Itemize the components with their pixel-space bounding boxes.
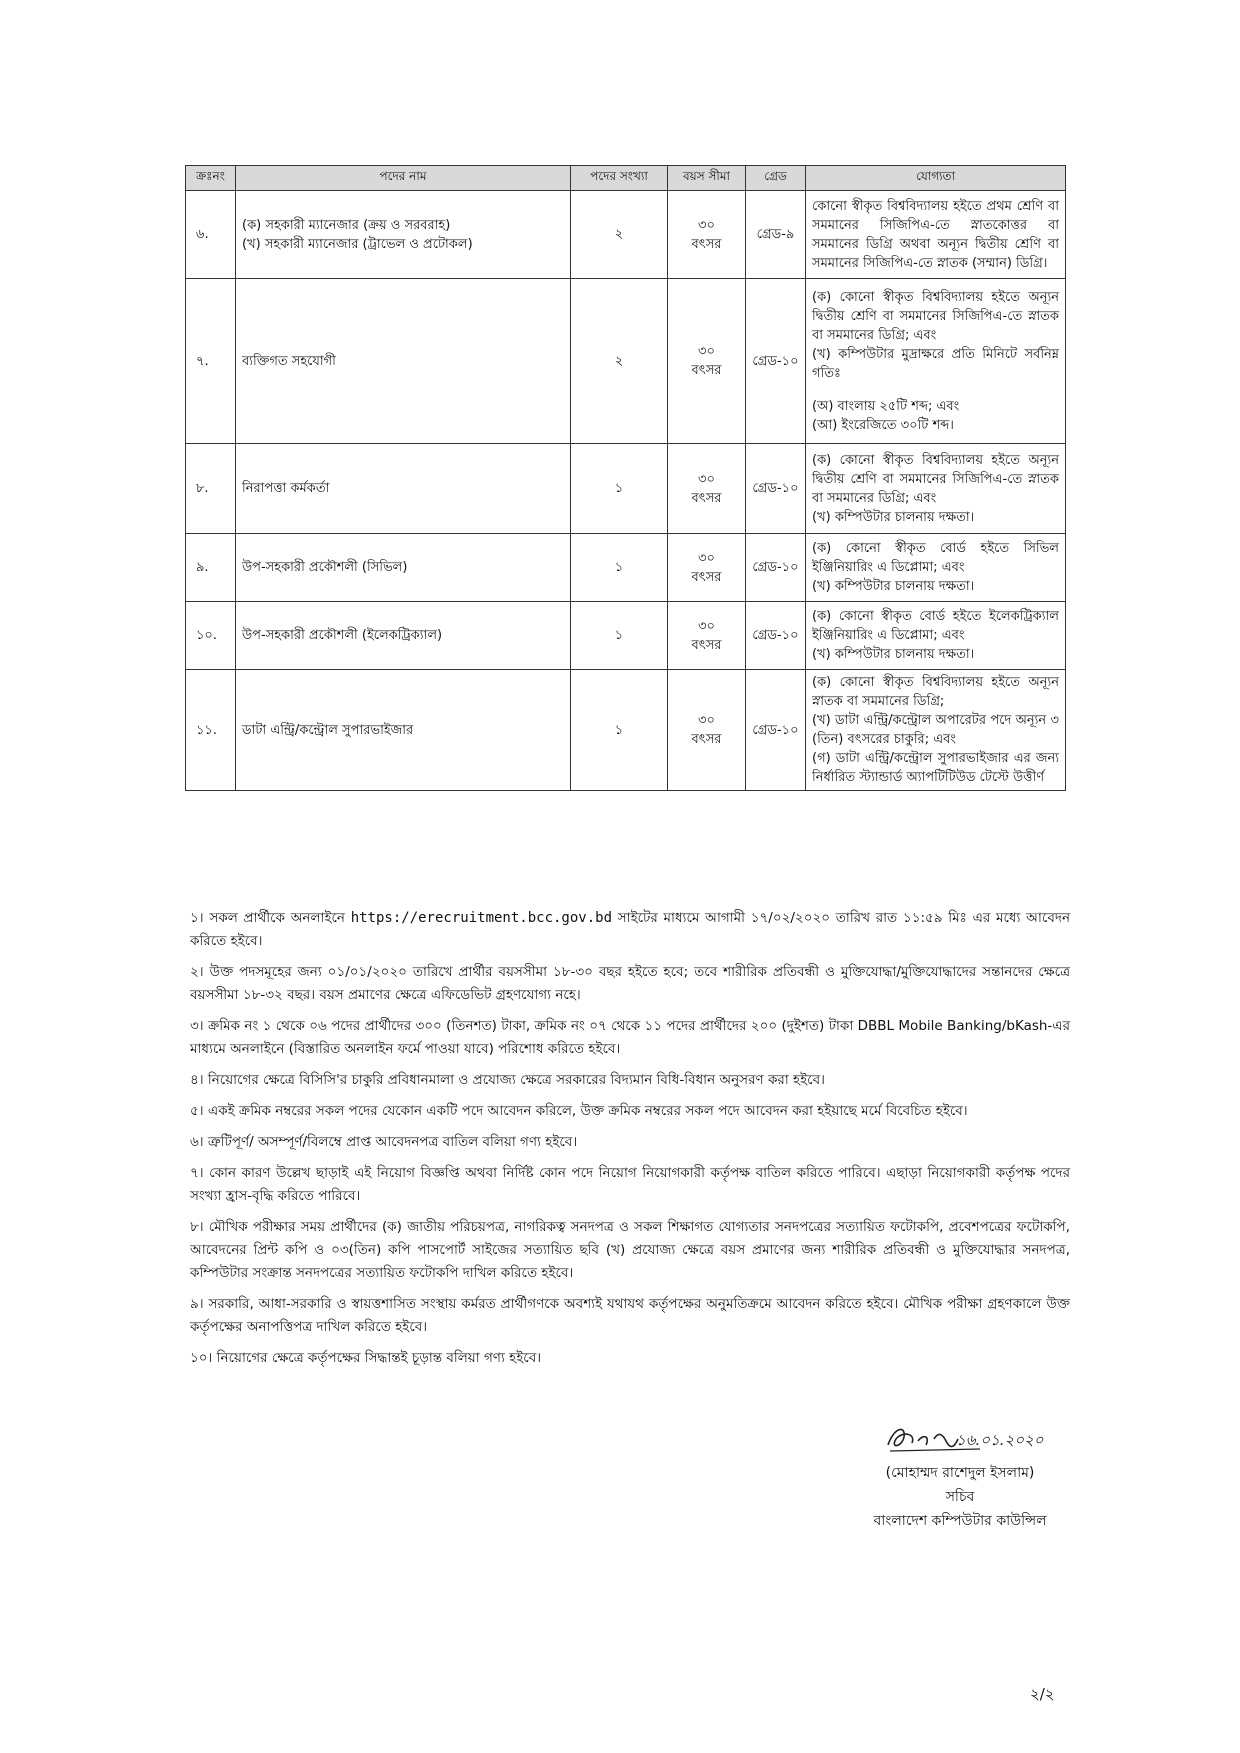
- row-post-name: [236, 191, 571, 279]
- age-unit: বৎসর: [691, 490, 722, 506]
- note-3: ৩। ক্রমিক নং ১ থেকে ০৬ পদের প্রার্থীদের ৩০০ (তিনশত) টাকা, ক্রমিক নং ০৭ থেকে ১১ পদের প্রার্থীদের ২০০ (দুইশত) টাকা DBBL Mobile Banking/bKash-এর মাধ্যমে অনলাইনে (বিস্তারিত অনলাইন ফর্মে পাওয়া যাবে) পরিশোধ করিতে হইবে।: [190, 1018, 1070, 1057]
- age-value: ৩০: [698, 713, 715, 728]
- svg-text:১৬.০১.২০২০: ১৬.০১.২০২০: [956, 1431, 1044, 1449]
- row-serial: ৯.: [186, 534, 236, 602]
- row-qualification: [806, 670, 1066, 791]
- row-qualification: [806, 602, 1066, 670]
- qualification-line: (খ) ডাটা এন্ট্রি/কন্ট্রোল অপারেটর পদে অন্যূন ৩ (তিন) বৎসরের চাকুরি; এবং: [812, 713, 1059, 747]
- note-10: ১০। নিয়োগের ক্ষেত্রে কর্তৃপক্ষের সিদ্ধান্তই চূড়ান্ত বলিয়া গণ্য হইবে।: [190, 1350, 542, 1366]
- signatory-title: সচিব: [945, 1489, 975, 1505]
- row-post-count: ২: [571, 191, 668, 279]
- age-value: ৩০: [698, 217, 715, 233]
- row-age-limit: [668, 534, 746, 602]
- row-post-name: [236, 279, 571, 444]
- row-post-name: [236, 670, 571, 791]
- qualification-line: কোনো স্বীকৃত বিশ্ববিদ্যালয় হইতে প্রথম শ্রেণি বা সমমানের সিজিপিএ-তে স্নাতকোত্তর বা সমমানের ডিগ্রি অথবা অন্যূন দ্বিতীয় শ্রেণি বা সমমানের সিজিপিএ-তে স্নাতক (সম্মান) ডিগ্রি।: [812, 198, 1059, 271]
- age-unit: বৎসর: [691, 637, 722, 653]
- note-1-text-end: সাইটের মাধ্যমে আগামী ১৭/০২/২০২০ তারিখ রাত ১১:৫৯ মিঃ এর মধ্যে আবেদন করিতে হইবে।: [190, 910, 1070, 949]
- age-unit: বৎসর: [691, 236, 722, 252]
- row-serial: ১০.: [186, 602, 236, 670]
- row-post-count: ১: [571, 602, 668, 670]
- post-name-line: (ক) সহকারী ম্যানেজার (ক্রয় ও সরবরাহ): [242, 217, 451, 233]
- recruitment-url-link[interactable]: https://erecruitment.bcc.gov.bd: [350, 910, 612, 926]
- note-2: ২। উক্ত পদসমূহের জন্য ০১/০১/২০২০ তারিখে প্রার্থীর বয়সসীমা ১৮-৩০ বছর হইতে হবে; তবে শারীরিক প্রতিবন্ধী ও মুক্তিযোদ্ধা/মুক্তিযোদ্ধাদের সন্তানদের ক্ষেত্রে বয়সসীমা ১৮-৩২ বছর। বয়স প্রমাণের ক্ষেত্রে এফিডেভিট গ্রহণযোগ্য নহে।: [190, 964, 1070, 1003]
- post-name-line: (খ) সহকারী ম্যানেজার (ট্রাভেল ও প্রটোকল): [242, 236, 473, 252]
- row-grade: গ্রেড-১০: [746, 279, 806, 444]
- post-name-line: ডাটা এন্ট্রি/কন্ট্রোল সুপারভাইজার: [242, 722, 414, 738]
- table-row: [186, 534, 1066, 602]
- table-row: [186, 670, 1066, 791]
- qualification-spacer: [812, 383, 1059, 397]
- qualification-line: (ক) কোনো স্বীকৃত বিশ্ববিদ্যালয় হইতে অন্যূন স্নাতক বা সমমানের ডিগ্রি;: [812, 675, 1059, 709]
- row-age-limit: [668, 279, 746, 444]
- note-1: [190, 907, 1070, 953]
- table-row: [186, 444, 1066, 534]
- page-number: ২/২: [1030, 1685, 1055, 1703]
- qualification-line: (ক) কোনো স্বীকৃত বোর্ড হইতে সিভিল ইঞ্জিনিয়ারিং এ ডিপ্লোমা; এবং: [812, 541, 1059, 575]
- note-5: ৫। একই ক্রমিক নম্বরের সকল পদের যেকোন একটি পদে আবেদন করিলে, উক্ত ক্রমিক নম্বরের সকল পদে আবেদন করা হইয়াছে মর্মে বিবেচিত হইবে।: [190, 1103, 968, 1119]
- note-4: ৪। নিয়োগের ক্ষেত্রে বিসিসি'র চাকুরি প্রবিধানমালা ও প্রযোজ্য ক্ষেত্রে সরকারের বিদ্যমান বিধি-বিধান অনুসরণ করা হইবে।: [190, 1072, 825, 1088]
- row-post-count: ১: [571, 444, 668, 534]
- signatory-organization: বাংলাদেশ কম্পিউটার কাউন্সিল: [873, 1513, 1047, 1529]
- note-8: ৮। মৌখিক পরীক্ষার সময় প্রার্থীদের (ক) জাতীয় পরিচয়পত্র, নাগরিকত্ব সনদপত্র ও সকল শিক্ষাগত যোগ্যতার সনদপত্রের সত্যায়িত ফটোকপি, প্রবেশপত্রের ফটোকপি, আবেদনের প্রিন্ট কপি ও ০৩(তিন) কপি পাসপোর্ট সাইজের সত্যায়িত ছবি (খ) প্রযোজ্য ক্ষেত্রে বয়স প্রমাণের জন্য শারীরিক প্রতিবন্ধী ও মুক্তিযোদ্ধার সনদপত্র, কম্পিউটার সংক্রান্ত সনদপত্রের সত্যায়িত ফটোকপি দাখিল করিতে হইবে।: [190, 1219, 1070, 1281]
- row-grade: গ্রেড-১০: [746, 670, 806, 791]
- note-9: ৯। সরকারি, আধা-সরকারি ও স্বায়ত্তশাসিত সংস্থায় কর্মরত প্রার্থীগণকে অবশ্যই যথাযথ কর্তৃপক্ষের অনুমতিক্রমে আবেদন করিতে হইবে। মৌখিক পরীক্ষা গ্রহণকালে উক্ত কর্তৃপক্ষের অনাপত্তিপত্র দাখিল করিতে হইবে।: [190, 1296, 1070, 1335]
- handwritten-signature: [840, 1415, 1080, 1461]
- row-serial: ১১.: [186, 670, 236, 791]
- signature-block: [840, 1415, 1080, 1533]
- table-header-row: [186, 166, 1066, 191]
- note-6: ৬। ত্রুটিপূর্ণ/ অসম্পূর্ণ/বিলম্বে প্রাপ্ত আবেদনপত্র বাতিল বলিয়া গণ্য হইবে।: [190, 1134, 578, 1150]
- header-age-limit: বয়স সীমা: [668, 166, 746, 191]
- qualification-line: (খ) কম্পিউটার চালনায় দক্ষতা।: [812, 579, 975, 594]
- note-7: ৭। কোন কারণ উল্লেখ ছাড়াই এই নিয়োগ বিজ্ঞপ্তি অথবা নির্দিষ্ট কোন পদে নিয়োগ নিয়োগকারী কর্তৃপক্ষ বাতিল করিতে পারিবে। এছাড়া নিয়োগকারী কর্তৃপক্ষ পদের সংখ্যা হ্রাস-বৃদ্ধি করিতে পারিবে।: [190, 1165, 1070, 1204]
- header-grade: গ্রেড: [746, 166, 806, 191]
- header-post-count: পদের সংখ্যা: [571, 166, 668, 191]
- row-post-count: ১: [571, 534, 668, 602]
- age-value: ৩০: [698, 618, 715, 634]
- row-post-name: [236, 534, 571, 602]
- row-serial: ৬.: [186, 191, 236, 279]
- row-age-limit: [668, 191, 746, 279]
- age-unit: বৎসর: [691, 732, 722, 747]
- row-grade: গ্রেড-১০: [746, 444, 806, 534]
- row-qualification: [806, 191, 1066, 279]
- qualification-line: (ক) কোনো স্বীকৃত বিশ্ববিদ্যালয় হইতে অন্যূন দ্বিতীয় শ্রেণি বা সমমানের সিজিপিএ-তে স্নাতক বা সমমানের ডিগ্রি; এবং: [812, 452, 1059, 506]
- post-name-line: উপ-সহকারী প্রকৌশলী (ইলেকট্রিক্যাল): [242, 628, 443, 643]
- qualification-line: (ক) কোনো স্বীকৃত বিশ্ববিদ্যালয় হইতে অন্যূন দ্বিতীয় শ্রেণি বা সমমানের সিজিপিএ-তে স্নাতক বা সমমানের ডিগ্রি; এবং: [812, 289, 1059, 343]
- qualification-line: (গ) ডাটা এন্ট্রি/কন্ট্রোল সুপারভাইজার এর জন্য নির্ধারিত স্ট্যান্ডার্ড অ্যাপটিটিউড টেস্টে উত্তীর্ণ: [812, 751, 1059, 785]
- table-row: [186, 191, 1066, 279]
- age-value: ৩০: [698, 550, 715, 566]
- row-grade: গ্রেড-১০: [746, 602, 806, 670]
- signature-scribble-icon: [860, 1415, 1060, 1461]
- post-name-line: নিরাপত্তা কর্মকর্তা: [242, 481, 330, 496]
- qualification-line: (খ) কম্পিউটার চালনায় দক্ষতা।: [812, 509, 975, 525]
- row-age-limit: [668, 602, 746, 670]
- qualification-line: (আ) ইংরেজিতে ৩০টি শব্দ।: [812, 417, 954, 433]
- age-value: ৩০: [698, 471, 715, 487]
- post-name-line: উপ-সহকারী প্রকৌশলী (সিভিল): [242, 560, 408, 575]
- row-post-count: ১: [571, 670, 668, 791]
- recruitment-table-container: [185, 165, 1065, 791]
- header-post-name: পদের নাম: [236, 166, 571, 191]
- recruitment-table: [185, 165, 1066, 791]
- qualification-line: (খ) কম্পিউটার মুদ্রাক্ষরে প্রতি মিনিটে সর্বনিম্ন গতিঃ: [812, 346, 1059, 381]
- header-qualification: যোগ্যতা: [806, 166, 1066, 191]
- qualification-line: (খ) কম্পিউটার চালনায় দক্ষতা।: [812, 647, 975, 662]
- notes-section: [190, 907, 1070, 1378]
- header-serial: ক্রঃনং: [186, 166, 236, 191]
- qualification-line: (অ) বাংলায় ২৫টি শব্দ; এবং: [812, 398, 960, 414]
- row-serial: ৮.: [186, 444, 236, 534]
- qualification-line: (ক) কোনো স্বীকৃত বোর্ড হইতে ইলেকট্রিক্যাল ইঞ্জিনিয়ারিং এ ডিপ্লোমা; এবং: [812, 609, 1059, 643]
- row-grade: গ্রেড-৯: [746, 191, 806, 279]
- row-post-name: [236, 602, 571, 670]
- row-serial: ৭.: [186, 279, 236, 444]
- row-post-name: [236, 444, 571, 534]
- row-grade: গ্রেড-১০: [746, 534, 806, 602]
- post-name-line: ব্যক্তিগত সহযোগী: [242, 353, 336, 369]
- signatory-name: (মোহাম্মদ রাশেদুল ইসলাম): [885, 1465, 1035, 1481]
- row-qualification: [806, 534, 1066, 602]
- row-age-limit: [668, 670, 746, 791]
- table-row: [186, 279, 1066, 444]
- row-qualification: [806, 444, 1066, 534]
- age-unit: বৎসর: [691, 569, 722, 585]
- row-qualification: [806, 279, 1066, 444]
- row-age-limit: [668, 444, 746, 534]
- table-row: [186, 602, 1066, 670]
- note-1-text-start: ১। সকল প্রার্থীকে অনলাইনে: [190, 910, 351, 926]
- row-post-count: ২: [571, 279, 668, 444]
- age-unit: বৎসর: [691, 363, 722, 378]
- age-value: ৩০: [698, 344, 715, 359]
